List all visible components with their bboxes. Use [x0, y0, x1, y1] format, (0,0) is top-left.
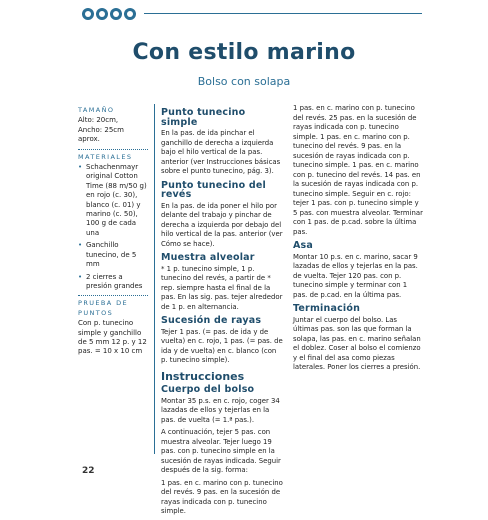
yarn-balls-logo	[82, 8, 136, 20]
list-item: • Ganchillo tunecino, de 5 mm	[78, 241, 148, 269]
yarn-ball-icon	[110, 8, 122, 20]
page-subtitle: Bolso con solapa	[197, 75, 291, 88]
paragraph: A continuación, tejer 5 pas. con muestra alveolar. Tejer luego 19 pas. con p. tunecino simple en la sucesión de rayas indicada. Seguir después de la sig. forma:	[161, 428, 281, 474]
yarn-ball-icon	[82, 8, 94, 20]
gauge-heading: PRUEBA DE PUNTOS	[78, 299, 128, 317]
paragraph: * 1 p. tunecino simple, 1 p. tunecino del revés, a partir de * rep. siempre hasta el final de la pas. En las sig. pas. tejer alrededor de 1 p. en alternancia.	[161, 264, 283, 311]
paragraph: Montar 10 p.s. en c. marino, sacar 9 lazadas de ellos y tejerlas en la pas. de vuelta. Tejer 120 pas. con p. tunecino simple y terminar con 1 pas. de p.cad. en la última pas.	[293, 252, 418, 299]
list-item: • Schachenmayr original Cotton Time (88 m/50 g) en rojo (c. 30), blanco (c. 01) y marino (c. 50), 100 g de cada una	[78, 163, 148, 238]
section-heading: Sucesión de rayas	[161, 315, 262, 326]
divider	[78, 149, 148, 150]
section-heading: Asa	[293, 240, 314, 251]
yarn-ball-icon	[96, 8, 108, 20]
column-rule	[154, 104, 155, 454]
instructions-column-2	[293, 104, 423, 376]
instructions-heading: Instrucciones	[161, 369, 245, 383]
header-rule	[144, 13, 422, 14]
size-heading: TAMAÑO	[78, 106, 115, 114]
materials-heading: MATERIALES	[78, 152, 133, 161]
section-heading: Terminación	[293, 303, 361, 314]
yarn-ball-icon	[124, 8, 136, 20]
paragraph: Tejer 1 pas. (= pas. de ida y de vuelta) en c. rojo, 1 pas. (= pas. de ida y de vuelta) en c. blanco (con p. tunecino simple).	[161, 327, 283, 364]
section-heading: Punto tunecino simple	[161, 107, 246, 128]
instructions-column-1	[161, 104, 283, 520]
size-line: Alto: 20cm,	[78, 116, 119, 125]
materials-sidebar	[78, 106, 148, 357]
page-number: 22	[82, 466, 95, 476]
section-heading: Cuerpo del bolso	[161, 384, 255, 395]
paragraph: En la pas. de ida pinchar el ganchillo de derecha a izquierda bajo el hilo vertical de la pas. anterior (ver Instrucciones básicas sobre el punto tunecino, pág. 3).	[161, 129, 281, 175]
paragraph: 1 pas. en c. marino con p. tunecino del revés. 25 pas. en la sucesión de rayas indicada con p. tunecino simple. 1 pas. en c. marino con p. tunecino del revés. 9 pas. en la sucesión de rayas indicada con p. tunecino simple. 1 pas. en c. marino con p. tunecino del revés. 14 pas. en la sucesión de rayas indicada con p. tunecino simple. Seguir en c. rojo: tejer 1 pas. con p. tunecino simple y 5 pas. con muestra alveolar. Terminar con 1 pas. de p.cad. sobre la última pas.	[293, 104, 423, 236]
materials-list	[78, 163, 148, 291]
paragraph: En la pas. de ida poner el hilo por delante del trabajo y pinchar de derecha a izquierda por debajo del hilo vertical de la pas. anterior (ver Cómo se hace).	[161, 201, 283, 248]
paragraph: 1 pas. en c. marino con p. tunecino del revés. 9 pas. en la sucesión de rayas indicada con p. tunecino simple.	[161, 478, 283, 515]
divider	[78, 295, 148, 296]
size-line: Ancho: 25cm aprox.	[78, 125, 124, 144]
gauge-text: Con p. tunecino simple y ganchillo de 5 mm 12 p. y 12 pas. = 10 x 10 cm	[78, 319, 147, 356]
section-heading: Punto tunecino del revés	[161, 179, 266, 200]
section-heading: Muestra alveolar	[161, 252, 255, 263]
paragraph: Montar 35 p.s. en c. rojo, coger 34 lazadas de ellos y tejerlas en la pas. de vuelta (= 1.ª pas.).	[161, 396, 280, 424]
page-title: Con estilo marino	[132, 40, 356, 65]
list-item: • 2 cierres a presión grandes	[78, 273, 148, 292]
paragraph: Juntar el cuerpo del bolso. Las últimas pas. son las que forman la solapa, las pas. en c. marino señalan el doblez. Coser al bolso el comienzo y el final del asa como piezas laterales. Poner los cierres a presión.	[293, 315, 421, 371]
